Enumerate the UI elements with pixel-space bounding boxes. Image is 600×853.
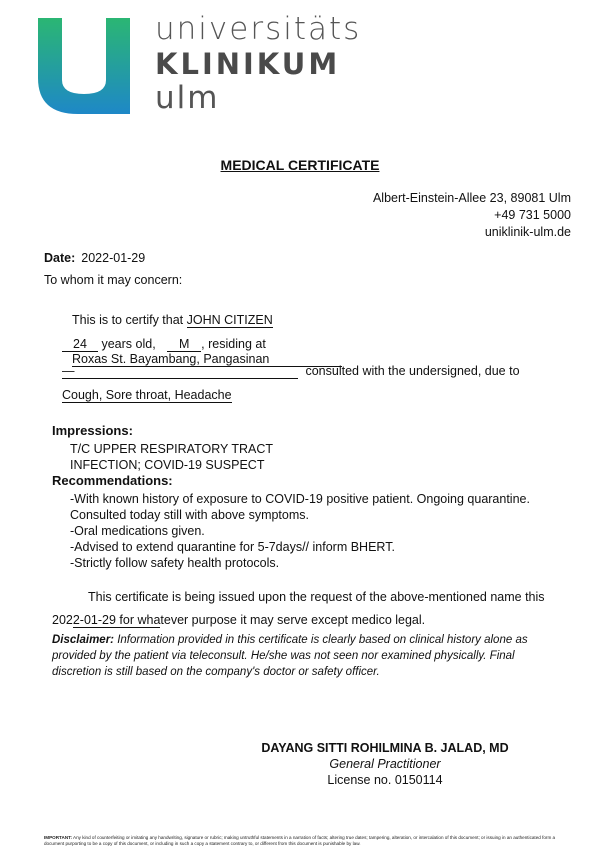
consulted-text: consulted with the undersigned, due to	[305, 364, 520, 378]
patient-name: JOHN CITIZEN	[186, 313, 273, 327]
recommendation-line: -Advised to extend quarantine for 5-7days// inform BHERT.	[70, 540, 395, 554]
residing-label: , residing at	[201, 337, 266, 351]
consult-reason: Cough, Sore throat, Headache	[62, 388, 232, 402]
logo-wordmark	[155, 11, 362, 116]
footer-label: IMPORTANT:	[44, 835, 72, 840]
address-website: uniklinik-ulm.de	[484, 225, 571, 239]
signatory-block	[200, 740, 570, 788]
impression-line: INFECTION; COVID-19 SUSPECT	[70, 458, 265, 472]
recommendation-line: -With known history of exposure to COVID-19 positive patient. Ongoing quarantine.	[70, 492, 530, 506]
logo-line-2: KLINIKUM	[155, 47, 341, 81]
issued-date-underlined: 2-01-29 for wha	[72, 613, 161, 627]
salutation: To whom it may concern:	[44, 273, 183, 287]
patient-address: Roxas St. Bayambang, Pangasinan	[72, 352, 342, 367]
impressions-text	[70, 441, 273, 473]
uniklinik-logo-icon	[38, 18, 130, 114]
document-title: MEDICAL CERTIFICATE	[220, 157, 380, 173]
issued-date-prefix: 202	[52, 613, 73, 627]
patient-age: 24	[62, 337, 98, 352]
logo-line-1: universitäts	[155, 11, 362, 47]
disclaimer-text: Information provided in this certificate is clearly based on clinical history alone as provided by the patient via teleconsult. He/she was not seen nor examined physically. Final discretion is still based on the company's doctor or safety officer.	[52, 634, 528, 678]
recommendation-line: -Oral medications given.	[70, 524, 205, 538]
patient-sex: M	[167, 337, 201, 352]
footer-text: Any kind of counterfeiting or imitating any handwriting, signature or rubric; making untruthful statements in a narration of facts; altering true dates; tampering, alteration, or intercalation of this document; or issuing in an authenticated form a document purporting to be a copy of this document, or including in such a copy a statement contrary to, or different from this document is punishable by law.	[44, 835, 556, 846]
disclaimer	[52, 632, 558, 680]
logo-line-3: ulm	[155, 80, 220, 116]
doctor-license: License no. 0150114	[327, 773, 443, 787]
issued-line-2	[52, 613, 425, 628]
date-label: Date:	[44, 251, 76, 265]
doctor-name: DAYANG SITTI ROHILMINA B. JALAD, MD	[261, 741, 509, 755]
issued-purpose: tever purpose it may serve except medico legal.	[160, 613, 426, 627]
impression-line: T/C UPPER RESPIRATORY TRACT	[70, 442, 274, 456]
certify-line	[72, 313, 273, 328]
issued-line-1: This certificate is being issued upon the request of the above-mentioned name this	[88, 590, 545, 604]
age-sex-address-line	[62, 337, 548, 367]
address-street: Albert-Einstein-Allee 23, 89081 Ulm	[372, 191, 571, 205]
certify-prefix: This is to certify that	[72, 313, 184, 327]
blank-field: —	[62, 364, 298, 379]
hospital-address	[373, 190, 571, 241]
date-line	[44, 251, 145, 265]
age-suffix: years old,	[101, 337, 156, 351]
recommendations-heading: Recommendations:	[52, 473, 173, 488]
disclaimer-label: Disclaimer:	[52, 634, 115, 646]
reason-line	[62, 388, 232, 403]
date-value: 2022-01-29	[81, 251, 146, 265]
recommendation-line: Consulted today still with above symptoms.	[70, 508, 309, 522]
consulted-line	[62, 364, 520, 379]
impressions-heading: Impressions:	[52, 423, 133, 438]
legal-footer	[44, 835, 564, 847]
doctor-role: General Practitioner	[329, 757, 441, 771]
address-phone: +49 731 5000	[494, 208, 571, 222]
recommendation-line: -Strictly follow safety health protocols.	[70, 556, 280, 570]
recommendations-list	[70, 491, 530, 571]
